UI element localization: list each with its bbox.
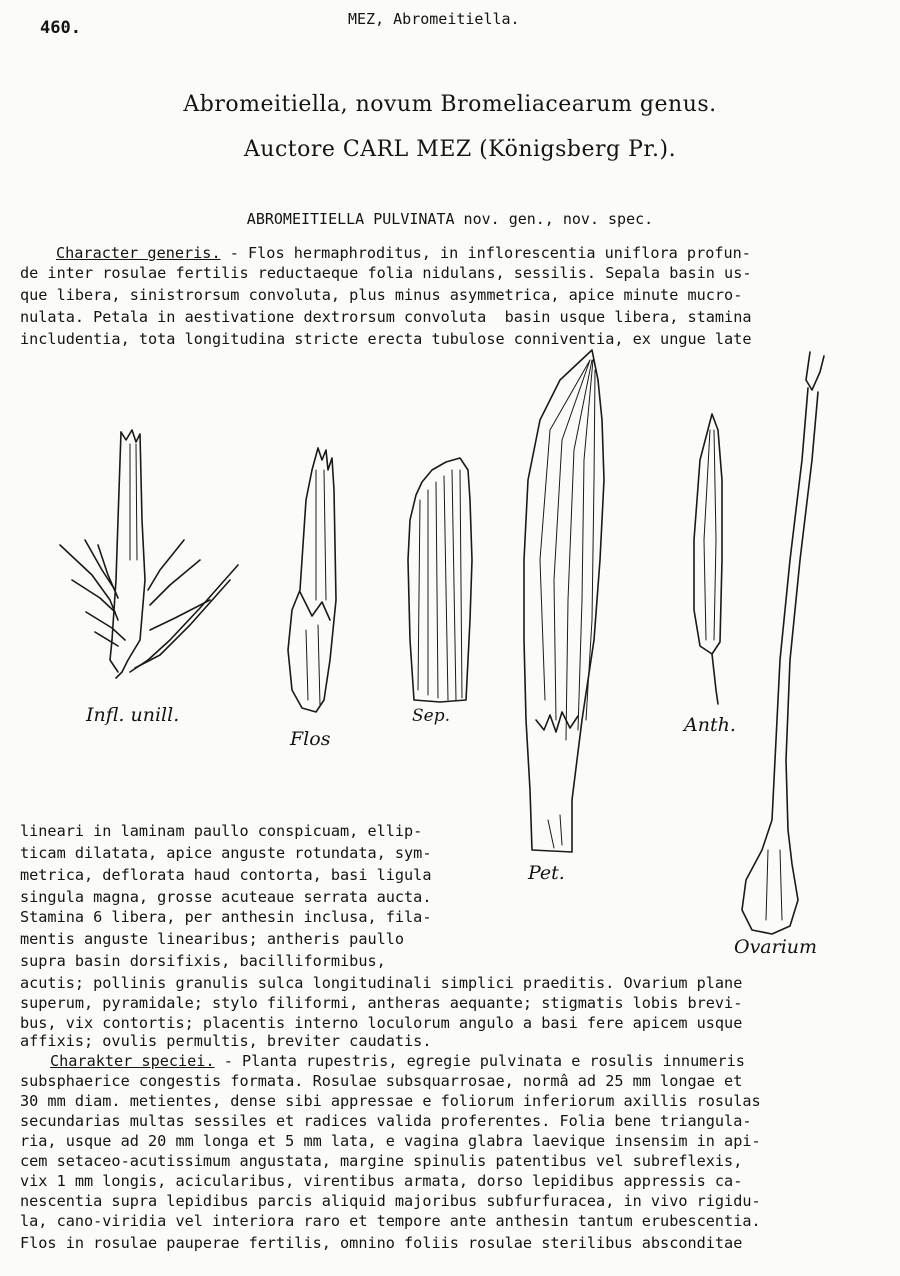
caption-sepal: Sep. [412, 706, 450, 726]
text-line: bus, vix contortis; placentis interno loculorum angulo a basi fere apicem usque [20, 1014, 743, 1032]
text-line: Stamina 6 libera, per anthesin inclusa, fila- [20, 908, 432, 926]
text-line: cem setaceo-acutissimum angustata, margine spinulis patentibus vel subreflexis, [20, 1152, 743, 1170]
text-line: Flos in rosulae pauperae fertilis, omnino foliis rosulae sterilibus absconditae [20, 1234, 743, 1252]
genus-character-label: Character generis. [56, 244, 221, 262]
sepal-drawing [408, 458, 472, 702]
text-line: lineari in laminam paullo conspicuam, ellip- [20, 822, 423, 840]
text-line: vix 1 mm longis, acicularibus, virentibus armata, dorso lepidibus appressis ca- [20, 1172, 743, 1190]
page-number: 460. [40, 18, 81, 38]
text-line: mentis anguste linearibus; antheris paullo [20, 930, 405, 948]
text-line: secundarias multas sessiles et radices valida proferentes. Folia bene triangula- [20, 1112, 752, 1130]
text-line: la, cano-viridia vel interiora raro et tempore ante anthesin tantum erubescentia. [20, 1212, 761, 1230]
inflorescence-drawing [60, 430, 238, 678]
caption-flower: Flos [290, 728, 331, 750]
text-line: affixis; ovulis permultis, breviter caudatis. [20, 1032, 432, 1050]
text-line: 30 mm diam. metientes, dense sibi appressae e foliorum inferiorum axillis rosulas [20, 1092, 761, 1110]
text-line: singula magna, grosse acuteaue serrata aucta. [20, 888, 432, 906]
caption-petal: Pet. [528, 862, 565, 884]
text-line: que libera, sinistrorsum convoluta, plus minus asymmetrica, apice minute mucro- [20, 286, 743, 304]
caption-inflorescence: Infl. unill. [86, 704, 180, 726]
text-line: nescentia supra lepidibus parcis aliquid majoribus subfurfuracea, in vivo rigidu- [20, 1192, 761, 1210]
text-line: metrica, deflorata haud contorta, basi ligula [20, 866, 432, 884]
text-line: supra basin dorsifixis, bacilliformibus, [20, 952, 386, 970]
running-title: MEZ, Abromeitiella. [348, 10, 520, 28]
article-title: Abromeitiella, novum Bromeliacearum genus. [183, 92, 717, 117]
author-line: Auctore CARL MEZ (Königsberg Pr.). [243, 137, 677, 162]
caption-anther: Anth. [684, 714, 736, 736]
text-line: Charakter speciei. - Planta rupestris, egregie pulvinata e rosulis innumeris [50, 1052, 745, 1070]
species-heading: ABROMEITIELLA PULVINATA nov. gen., nov. spec. [246, 210, 654, 228]
text-line: de inter rosulae fertilis reductaeque folia nidulans, sessilis. Sepala basin us- [20, 264, 752, 282]
text-line: nulata. Petala in aestivatione dextrorsum convoluta basin usque libera, stamina [20, 308, 752, 326]
species-character-label: Charakter speciei. [50, 1052, 215, 1070]
text-line: superum, pyramidale; stylo filiformi, antheras aequante; stigmatis lobis brevi- [20, 994, 743, 1012]
caption-ovary: Ovarium [734, 936, 818, 958]
text-line: acutis; pollinis granulis sulca longitudinali simplici praeditis. Ovarium plane [20, 974, 743, 992]
ovary-drawing [742, 352, 824, 934]
text-line: includentia, tota longitudina stricte erecta tubulose conniventia, ex ungue late [20, 330, 752, 348]
text-line: ria, usque ad 20 mm longa et 5 mm lata, e vagina glabra laevique insensim in api- [20, 1132, 761, 1150]
text-line: subsphaerice congestis formata. Rosulae subsquarrosae, normâ ad 25 mm longae et [20, 1072, 743, 1090]
anther-drawing [694, 414, 722, 704]
flower-drawing [288, 448, 336, 712]
text-line: ticam dilatata, apice anguste rotundata, sym- [20, 844, 432, 862]
petal-drawing [524, 350, 604, 852]
text-line: Character generis. - Flos hermaphroditus, in inflorescentia uniflora profun- [56, 244, 751, 262]
